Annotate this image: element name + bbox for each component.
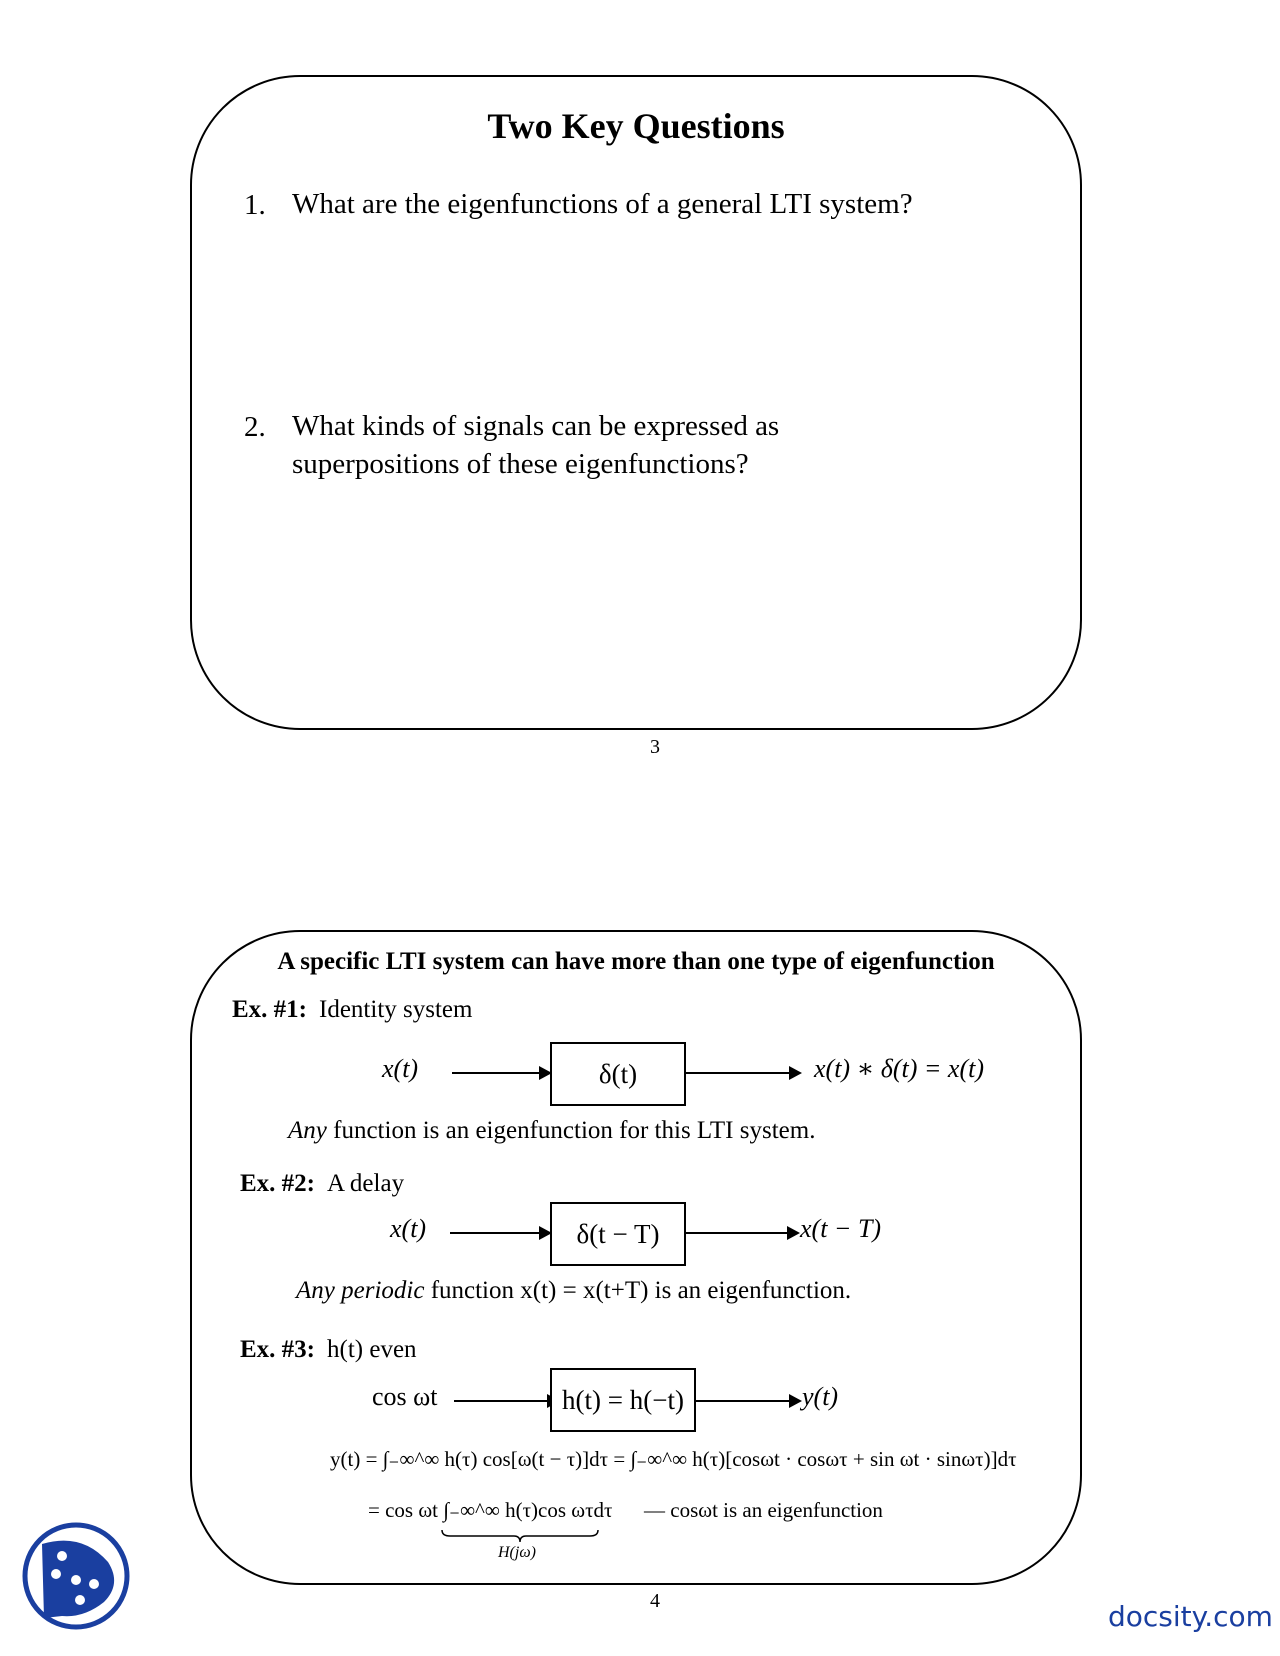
example-1-desc: Identity system	[319, 996, 473, 1023]
page-number-4: 4	[650, 1590, 660, 1612]
docsity-logo-icon	[22, 1522, 130, 1635]
example-2-note-emphasis: Any periodic	[296, 1277, 425, 1304]
example-1-note-emphasis: Any	[288, 1117, 327, 1144]
equation-2-note: — cosωt is an eigenfunction	[644, 1498, 883, 1522]
arrow-icon	[452, 1072, 550, 1074]
example-2-desc: A delay	[327, 1170, 405, 1197]
example-3-system-box: h(t) = h(−t)	[550, 1368, 696, 1432]
arrow-icon	[686, 1232, 798, 1234]
slide-4	[190, 930, 1082, 1585]
underbrace-icon	[440, 1528, 600, 1544]
page-number-3: 3	[650, 736, 660, 758]
question-2-line-2: superpositions of these eigenfunctions?	[292, 448, 749, 480]
equation-1: y(t) = ∫₋∞^∞ h(τ) cos[ω(t − τ)]dτ = ∫₋∞^∞ h(τ)[cosωt · cosωτ + sin ωt · sinωτ)]dτ	[330, 1447, 1017, 1471]
example-3-label: Ex. #3:	[240, 1336, 315, 1363]
slide-title: A specific LTI system can have more than one type of eigenfunction	[277, 948, 995, 975]
brand-link[interactable]: docsity.com	[1108, 1600, 1273, 1633]
question-2-line-1: What kinds of signals can be expressed as	[292, 410, 780, 442]
example-3-input: cos ωt	[372, 1382, 438, 1411]
example-1-heading	[232, 996, 472, 1024]
example-1-output: x(t) ∗ δ(t) = x(t)	[814, 1054, 985, 1083]
example-2-input: x(t)	[390, 1214, 427, 1243]
example-3-heading	[240, 1336, 417, 1364]
example-2-note-text: function x(t) = x(t+T) is an eigenfunction.	[424, 1277, 852, 1304]
example-1-input: x(t)	[382, 1054, 419, 1083]
arrow-icon	[696, 1400, 800, 1402]
example-1-note-text: function is an eigenfunction for this LTI system.	[326, 1117, 816, 1144]
arrow-icon	[454, 1400, 558, 1402]
example-2-label: Ex. #2:	[240, 1170, 315, 1197]
question-1-number: 1.	[244, 189, 266, 221]
equation-2: = cos ωt ∫₋∞^∞ h(τ)cos ωτdτ	[368, 1498, 613, 1522]
example-2-system-box: δ(t − T)	[550, 1202, 686, 1266]
example-2-heading	[240, 1170, 404, 1198]
example-1-system-box: δ(t)	[550, 1042, 686, 1106]
example-1-label: Ex. #1:	[232, 996, 307, 1023]
example-3-output: y(t)	[802, 1382, 839, 1411]
example-1-note	[288, 1117, 815, 1145]
arrow-icon	[686, 1072, 800, 1074]
example-2-output: x(t − T)	[800, 1214, 882, 1243]
example-3-desc: h(t) even	[327, 1336, 417, 1363]
brace-label: H(jω)	[498, 1544, 536, 1561]
arrow-icon	[450, 1232, 550, 1234]
example-2-note	[296, 1277, 851, 1305]
question-1-text: What are the eigenfunctions of a general LTI system?	[292, 188, 913, 220]
question-2-number: 2.	[244, 411, 266, 443]
slide-title: Two Key Questions	[487, 106, 785, 146]
slide-3	[190, 75, 1082, 730]
